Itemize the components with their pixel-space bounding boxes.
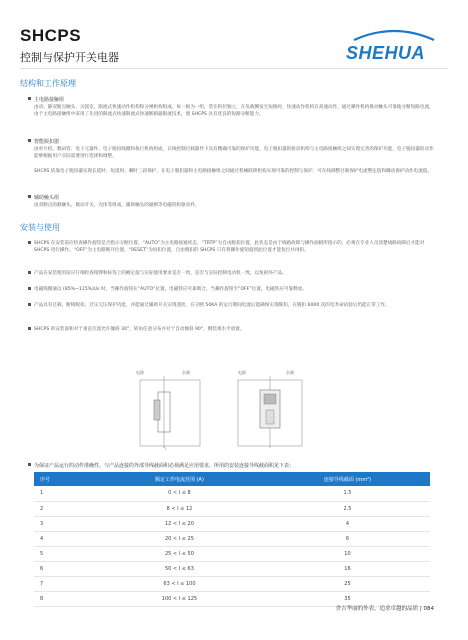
table-row [34, 486, 430, 501]
page-header [20, 26, 119, 65]
table-row [34, 516, 430, 531]
table-row [34, 501, 430, 516]
wire-size-table [34, 472, 430, 607]
table-header-row [34, 472, 430, 486]
page-title: SHCPS [20, 26, 82, 45]
cell-section: 4 [265, 516, 430, 531]
table-row [34, 561, 430, 576]
install-item-1: SHCPS 在安装前应检查操作旋钮是否指示分断位置。“AUTO”为主电路接通状态，“TRTP”为自由脱扣位置，此状态是由于线路故障与操作面板所指示的，必须在专业人员清楚线路故障后才能对 SHCPS 进行操作。“OFF”为主电路断开位置，“RESET”为再扣位置，自由脱扣的 SHCPS 只有将操作旋钮旋到此位置才能复位并再扣。 [34, 240, 438, 255]
installation-angle-diagram [120, 362, 320, 452]
cell-index: 2 [34, 501, 94, 516]
diagram-label-power-2: 电源 [238, 370, 246, 375]
cell-current: 20 < I ≤ 25 [94, 531, 265, 546]
page-footer: 舍吉华丽的外表，追求卓越的品质 | 084 [335, 606, 434, 612]
cell-section: 16 [265, 561, 430, 576]
table-row [34, 531, 430, 546]
smart-release-text: 由单片机、数码管、电子元器件、电子脱扣线圈和执行机构组成，在线控制过载器件下具有精确可靠的保护功能，电子脱扣器的驱动机构与主电路接触组之间实现完善的保护功能，电子脱扣器的动作能够根据用户实际需要进行选择和调整。 [34, 147, 434, 160]
cell-section: 1.5 [265, 486, 430, 501]
install-item-2: 产品在安装使用前应仔细检查铭牌和标签上的额定值与实际使用要求是否一致，是否与实际控制电动机一致，以免损坏产品。 [34, 270, 438, 277]
cell-current: 63 < I ≤ 100 [94, 576, 265, 591]
install-item-3: 电磁线圈通以 (85%~115%)Us 时，当操作旋钮在“AUTO”位置，电磁铁应可靠吸合，当操作旋钮至“OFF”位置，电磁铁应可靠释放。 [34, 286, 438, 293]
cell-current: 0 < I ≤ 8 [94, 486, 265, 501]
install-item-5: SHCPS 的安装面和对于垂直位置允许倾斜 30°，转角任意分布并对于自动倾斜 90°，倒装须水平放置。 [34, 326, 438, 333]
table-row [34, 576, 430, 591]
install-item-4: 产品具有过载、断相脱扣、过压欠压保护功能，并能通过辅助开关实现遥控、在分断 50KA 的运行期间电流后能确保实现脱扣，在脱扣 6000 次的电寿命试验后仍能正常工作。 [34, 302, 438, 309]
cell-index: 1 [34, 486, 94, 501]
logo-arc-icon [350, 28, 438, 42]
company-logo [346, 28, 442, 64]
cell-current: 12 < I ≤ 20 [94, 516, 265, 531]
cell-current: 25 < I ≤ 50 [94, 546, 265, 561]
cell-index: 8 [34, 591, 94, 606]
col-header-index: 序号 [34, 472, 94, 486]
aux-contact-heading: 辅助触头组 [34, 195, 60, 201]
diagram-label-power-1: 电源 [136, 370, 144, 375]
cell-current: 100 < I ≤ 125 [94, 591, 265, 606]
cell-index: 7 [34, 576, 94, 591]
cell-index: 6 [34, 561, 94, 576]
cell-current: 50 < I ≤ 63 [94, 561, 265, 576]
aux-contact-text: 由双断点的静触头、微动开关、壳体等组成，辅助触头的通断等电磁机构驱动件。 [34, 203, 200, 208]
cell-current: 8 < I ≤ 12 [94, 501, 265, 516]
table-note: 为保证产品运行的动作准确性，与产品连接的外部导线截面积必须满足应用要求，所用的安装连接导线截面积见下表： [34, 463, 295, 469]
col-header-current: 额定工作电流范围 (A) [94, 472, 265, 486]
header-divider [20, 68, 448, 69]
diagram-label-load-1: 负载 [182, 370, 190, 375]
logo-text: SHEHUA [346, 43, 426, 63]
page-subtitle: 控制与保护开关电器 [20, 51, 119, 64]
cell-index: 4 [34, 531, 94, 546]
cell-section: 10 [265, 546, 430, 561]
section-title-install: 安装与使用 [20, 223, 60, 232]
section-title-structure: 结构和工作原理 [20, 79, 76, 88]
cell-section: 25 [265, 576, 430, 591]
cell-section: 35 [265, 591, 430, 606]
main-circuit-text: 由动、静双断点触头、灭弧室、限流式快速动作机构和分闸机构组成，每一极为一组，装在积层独立，在负载侧发生短路时，快速动作机构在高速动作，通过操作机构推动触头可靠地分断短路电流，由于主电路接触组中采用了先进的限流式快速限流式快速断路器限流技术，使 SHCPS 具有优良的短路分断能力。 [34, 105, 434, 118]
table-row [34, 546, 430, 561]
diagram-label-load-2: 负载 [286, 370, 294, 375]
cell-section: 6 [265, 531, 430, 546]
cell-index: 3 [34, 516, 94, 531]
cell-section: 2.5 [265, 501, 430, 516]
smart-release-heading: 智能脱扣器 [34, 139, 60, 145]
smart-release-text-2: SHCPS 依靠电子脱扣器实现长延时、短延时、瞬时三段保护，在电子脱扣器和主电路接触组之间通过机械联锁机构实现可靠的控制与保护，可在线调整过载保护电流整定值和瞬动保护动作电流值。 [34, 169, 433, 174]
main-circuit-heading: 主电路接触组 [34, 97, 65, 103]
cell-index: 5 [34, 546, 94, 561]
col-header-section: 连接导线截面 (mm²) [265, 472, 430, 486]
